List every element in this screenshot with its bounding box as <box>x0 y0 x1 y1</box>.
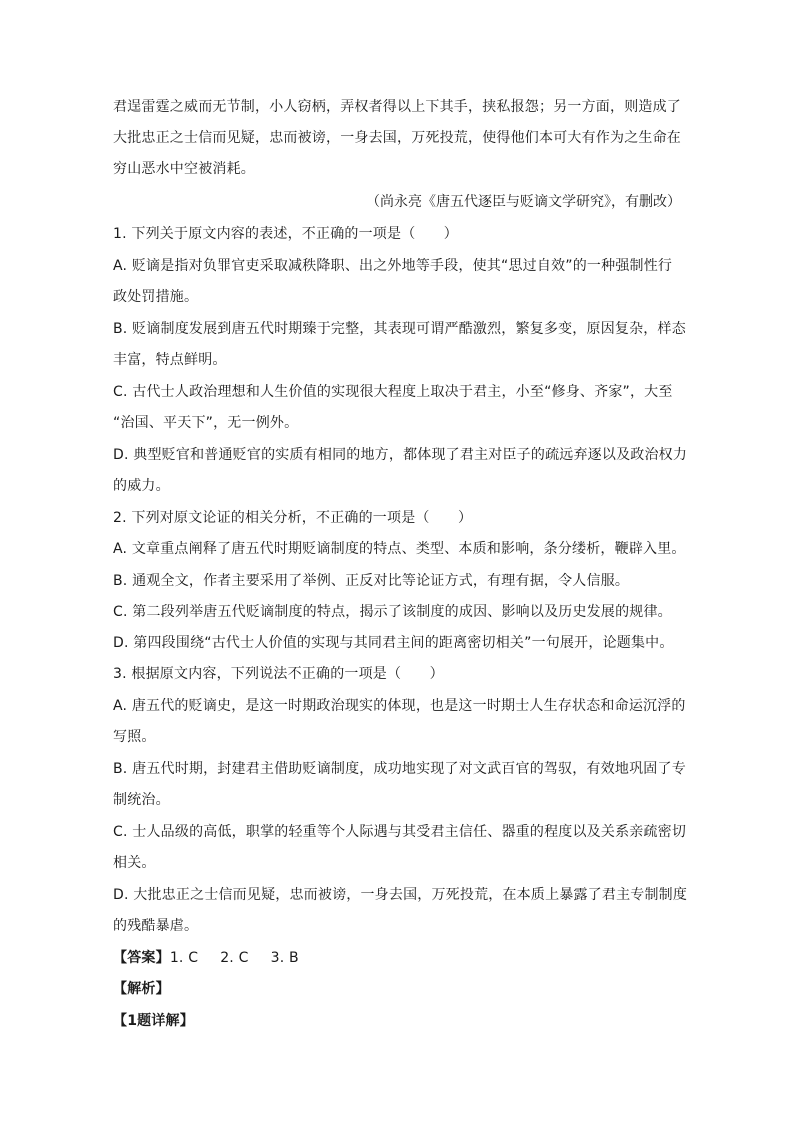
q2-option-d: D. 第四段围绕“古代士人价值的实现与其同君主间的距离密切相关”一句展开，论题集中。 <box>113 635 674 651</box>
q1-option-d-line-1: D. 典型贬官和普通贬官的实质有相同的地方，都体现了君主对臣子的疏远弃逐以及政治权力 <box>113 447 688 463</box>
q2-option-a: A. 文章重点阐释了唐五代时期贬谪制度的特点、类型、本质和影响，条分缕析，鞭辟入里。 <box>113 541 686 557</box>
answer-line <box>113 948 299 968</box>
q3-option-a-line-2: 写照。 <box>113 729 156 745</box>
answer-1: 1. C <box>169 950 199 966</box>
answer-3: 3. B <box>270 950 299 966</box>
q3-option-b-line-1: B. 唐五代时期，封建君主借助贬谪制度，成功地实现了对文武百官的驾驭，有效地巩固了专 <box>113 761 686 777</box>
q1-option-d-line-2: 的威力。 <box>113 478 170 494</box>
q2-option-c: C. 第二段列举唐五代贬谪制度的特点，揭示了该制度的成因、影响以及历史发展的规律。 <box>113 604 672 620</box>
answer-label: 【答案】 <box>113 950 170 966</box>
analysis-label: 【解析】 <box>113 981 170 997</box>
detail-label: 【1题详解】 <box>113 1013 194 1029</box>
q1-option-b-line-2: 丰富，特点鲜明。 <box>113 352 227 368</box>
q1-option-b-line-1: B. 贬谪制度发展到唐五代时期臻于完整，其表现可谓严酷激烈，繁复多变，原因复杂，样态 <box>113 321 686 337</box>
q3-option-b-line-2: 制统治。 <box>113 792 170 808</box>
q3-option-a-line-1: A. 唐五代的贬谪史，是这一时期政治现实的体现，也是这一时期士人生存状态和命运沉浮的 <box>113 698 686 714</box>
q3-option-d-line-2: 的残酷暴虐。 <box>113 918 199 934</box>
q3-option-c-line-1: C. 士人品级的高低，职掌的轻重等个人际遇与其受君主信任、器重的程度以及关系亲疏密切 <box>113 824 687 840</box>
intro-line-3: 穷山恶水中空被消耗。 <box>113 161 255 177</box>
q1-option-a-line-2: 政处罚措施。 <box>113 289 199 305</box>
q1-option-a-line-1: A. 贬谪是指对负罪官吏采取减秩降职、出之外地等手段，使其“思过自效”的一种强制性行 <box>113 258 673 274</box>
q1-option-c-line-1: C. 古代士人政治理想和人生价值的实现很大程度上取决于君主，小至“修身、齐家”，大至 <box>113 384 673 400</box>
q2-stem: 2. 下列对原文论证的相关分析，不正确的一项是（ ） <box>113 510 473 526</box>
intro-line-2: 大批忠正之士信而见疑，忠而被谤，一身去国，万死投荒，使得他们本可大有作为之生命在 <box>113 130 681 146</box>
q2-option-b: B. 通观全文，作者主要采用了举例、正反对比等论证方式，有理有据，令人信服。 <box>113 573 630 589</box>
source-citation: （尚永亮《唐五代逐臣与贬谪文学研究》，有删改） <box>366 194 681 210</box>
intro-line-1: 君逞雷霆之威而无节制，小人窃柄，弄权者得以上下其手，挟私报怨；另一方面，则造成了 <box>113 99 681 115</box>
answer-2: 2. C <box>220 950 249 966</box>
q3-stem: 3. 根据原文内容，下列说法不正确的一项是（ ） <box>113 666 444 682</box>
q3-option-d-line-1: D. 大批忠正之士信而见疑，忠而被谤，一身去国，万死投荒，在本质上暴露了君主专制制度 <box>113 887 688 903</box>
q3-option-c-line-2: 相关。 <box>113 855 156 871</box>
q1-option-c-line-2: “治国、平天下”，无一例外。 <box>113 415 299 431</box>
q1-stem: 1. 下列关于原文内容的表述，不正确的一项是（ ） <box>113 226 459 242</box>
